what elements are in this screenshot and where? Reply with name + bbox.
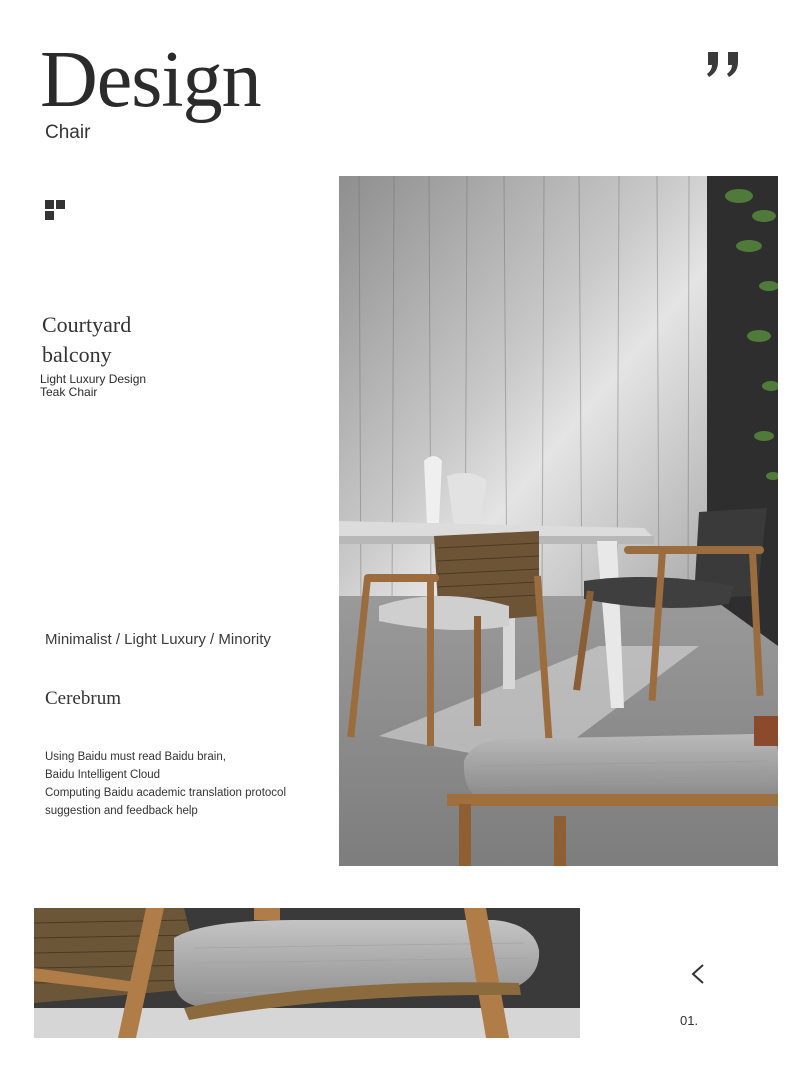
paragraph-line: Computing Baidu academic translation protocol — [45, 787, 286, 799]
page-number: 01. — [680, 1013, 699, 1028]
paragraph-line: suggestion and feedback help — [45, 805, 198, 817]
description-paragraph — [45, 748, 325, 820]
page-title: Design — [40, 36, 261, 124]
heading-line-1: Courtyard — [42, 312, 132, 337]
paragraph-line: Baidu Intelligent Cloud — [45, 769, 161, 781]
sub-line-1: Light Luxury Design — [40, 372, 147, 386]
sub-line-2: Teak Chair — [40, 385, 98, 399]
quote-icon — [704, 50, 744, 80]
product-name: Cerebrum — [45, 688, 121, 709]
heading-line-2: balcony — [42, 342, 112, 367]
section-heading — [42, 310, 242, 370]
detail-photo — [34, 908, 580, 1038]
grid-icon — [45, 200, 67, 222]
page-subtitle: Chair — [45, 122, 91, 143]
tagline: Minimalist / Light Luxury / Minority — [45, 631, 271, 648]
paragraph-line: Using Baidu must read Baidu brain, — [45, 751, 226, 763]
chevron-left-icon[interactable] — [688, 962, 708, 986]
main-photo — [339, 176, 778, 866]
